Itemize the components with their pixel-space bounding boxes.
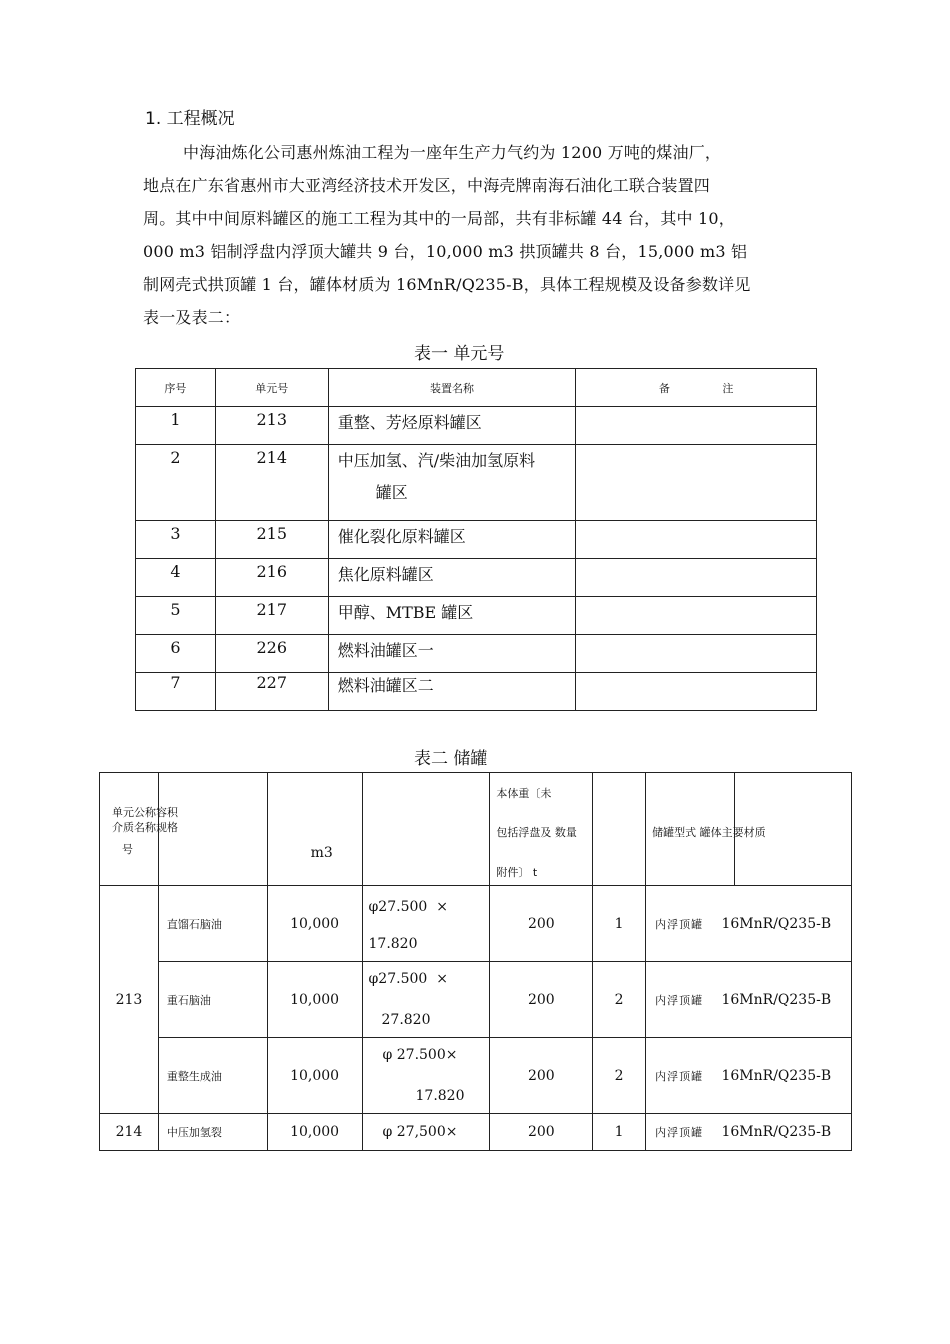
table2-cell-volume: 10,000 <box>267 962 362 1038</box>
table2-cell-weight: 200 <box>490 886 593 962</box>
table1-row <box>136 673 817 711</box>
table2-row <box>100 1038 852 1114</box>
table1-cell-unit: 217 <box>215 597 328 635</box>
table2-header-unit <box>100 773 178 886</box>
paragraph-line: 中海油炼化公司惠州炼油工程为一座年生产力气约为 1200 万吨的煤油厂， <box>183 143 722 162</box>
table1-cell-unit: 215 <box>215 521 328 559</box>
paragraph-line: 制网壳式拱顶罐 1 台，罐体材质为 16MnR/Q235-B，具体工程规模及设备参数详见 <box>143 275 751 294</box>
table1-name-text: 甲醇、MTBE 罐区 <box>337 603 474 622</box>
table2-cell-material: 16MnR/Q235-B <box>721 1038 838 1114</box>
header-type-material: 储罐型式 罐体主要材质 <box>652 826 766 839</box>
table1-cell-name <box>328 673 576 711</box>
table1-row <box>136 597 817 635</box>
table1-cell-unit: 226 <box>215 635 328 673</box>
table1-row <box>136 559 817 597</box>
table1-name-text: 焦化原料罐区 <box>337 565 434 584</box>
table2-cell-volume: 10,000 <box>267 1114 362 1151</box>
table1-cell-name <box>328 597 576 635</box>
table1-name-text-continued: 罐区 <box>375 483 408 502</box>
table2-cell-unit: 214 <box>100 1114 159 1151</box>
header-weight-line2: 包括浮盘及 数量 <box>496 826 577 839</box>
table1-cell-name <box>328 559 576 597</box>
table2-cell-type: 内浮顶罐 <box>646 1038 735 1114</box>
table1-cell-remark <box>576 559 817 597</box>
table1-cell-remark <box>576 445 817 521</box>
table1-cell-unit: 214 <box>215 445 328 521</box>
table1-caption: 表一 单元号 <box>414 344 505 364</box>
table2-cell-material: 16MnR/Q235-B <box>721 962 838 1038</box>
table1-cell-name <box>328 521 576 559</box>
table1-cell-no: 1 <box>136 407 216 445</box>
table2-cell-weight: 200 <box>490 962 593 1038</box>
table2-cell-qty: 2 <box>593 1038 646 1114</box>
table1-cell-unit: 216 <box>215 559 328 597</box>
paragraph-line: 表一及表二： <box>143 308 241 327</box>
table2-header-type <box>646 773 766 886</box>
table1-header-cell: 单元号 <box>215 369 328 407</box>
header-volume-unit: m3 <box>310 845 333 861</box>
table1-cell-name <box>328 445 576 521</box>
table1-row <box>136 635 817 673</box>
header-unit-medium-line2: 介质名称规格 <box>112 821 178 834</box>
table2 <box>99 772 852 1151</box>
table2-cell-medium: 重石脑油 <box>158 962 267 1038</box>
table2-cell-material: 16MnR/Q235-B <box>721 1114 838 1151</box>
paragraph-line: 周。其中中间原料罐区的施工工程为其中的一局部，共有非标罐 44 台，其中 10， <box>143 209 735 228</box>
table1-row <box>136 445 817 521</box>
table1-name-text: 燃料油罐区一 <box>337 641 434 660</box>
table2-cell-spec <box>362 886 490 962</box>
header-weight-line3: 附件〕 t <box>496 866 538 879</box>
table1-name-text: 催化裂化原料罐区 <box>337 527 466 546</box>
spec-line2: 17.820 <box>368 936 418 952</box>
paragraph-line: 000 m3 铝制浮盘内浮顶大罐共 9 台，10,000 m3 拱顶罐共 8 台，15,000 m3 铝 <box>143 242 748 261</box>
table1-cell-remark <box>576 673 817 711</box>
column-divider <box>592 773 593 886</box>
table2-header-weight <box>490 773 646 886</box>
table1-row <box>136 521 817 559</box>
table1 <box>135 368 817 711</box>
table2-cell-volume: 10,000 <box>267 886 362 962</box>
table1-cell-name <box>328 635 576 673</box>
table2-header-volume <box>267 773 362 886</box>
spec-line2: 27.820 <box>381 1012 431 1028</box>
table1-header-cell: 序号 <box>136 369 216 407</box>
table1-header-cell: 备 注 <box>576 369 817 407</box>
table2-cell-medium: 中压加氢裂 <box>158 1114 267 1151</box>
table1-cell-no: 3 <box>136 521 216 559</box>
table1-header-cell: 装置名称 <box>328 369 576 407</box>
table2-cell-type: 内浮顶罐 <box>646 886 735 962</box>
table2-cell-spec: φ 27,500× <box>362 1114 490 1151</box>
table2-cell-weight: 200 <box>490 1038 593 1114</box>
table1-cell-no: 4 <box>136 559 216 597</box>
table2-cell-spec <box>362 962 490 1038</box>
table2-caption: 表二 储罐 <box>414 749 488 769</box>
table2-cell-volume: 10,000 <box>267 1038 362 1114</box>
spec-line1: φ 27.500× <box>382 1047 458 1063</box>
header-unit-medium-line1: 单元公称容积 <box>112 806 178 819</box>
table2-header-spec <box>362 773 490 886</box>
table1-cell-remark <box>576 521 817 559</box>
table1-cell-remark <box>576 635 817 673</box>
table2-cell-qty: 1 <box>593 1114 646 1151</box>
table2-cell-qty: 1 <box>593 886 646 962</box>
table2-cell-unit: 213 <box>100 886 159 1114</box>
table1-cell-unit: 213 <box>215 407 328 445</box>
table2-cell-medium: 重整生成油 <box>158 1038 267 1114</box>
table2-cell-type: 内浮顶罐 <box>646 1114 735 1151</box>
table1-name-text: 中压加氢、汽/柴油加氢原料 <box>337 451 536 470</box>
paragraph-line: 地点在广东省惠州市大亚湾经济技术开发区，中海壳牌南海石油化工联合装置四 <box>143 176 711 195</box>
table1-cell-remark <box>576 407 817 445</box>
table2-row <box>100 962 852 1038</box>
table2-cell-qty: 2 <box>593 962 646 1038</box>
spec-line1: φ27.500 × <box>368 899 448 915</box>
table1-cell-no: 5 <box>136 597 216 635</box>
spec-line2: 17.820 <box>415 1088 465 1104</box>
table1-cell-no: 6 <box>136 635 216 673</box>
table2-header-row <box>100 773 852 886</box>
table1-header-row <box>136 369 817 407</box>
intro-paragraph <box>143 136 823 334</box>
table1-cell-no: 2 <box>136 445 216 521</box>
table2-row <box>100 1114 852 1151</box>
table2-cell-spec <box>362 1038 490 1114</box>
table1-cell-unit: 227 <box>215 673 328 711</box>
table1-cell-name <box>328 407 576 445</box>
header-weight-line1: 本体重〔未 <box>496 787 552 800</box>
table2-cell-material: 16MnR/Q235-B <box>721 886 838 962</box>
table2-cell-medium: 直馏石脑油 <box>158 886 267 962</box>
table1-cell-remark <box>576 597 817 635</box>
table2-cell-weight: 200 <box>490 1114 593 1151</box>
table1-row <box>136 407 817 445</box>
section-heading: 1. 工程概况 <box>145 109 235 129</box>
table1-name-text: 燃料油罐区二 <box>337 676 434 695</box>
table1-cell-no: 7 <box>136 673 216 711</box>
header-unit-medium-line3: 号 <box>122 843 133 856</box>
spec-line1: φ27.500 × <box>368 971 448 987</box>
table2-row <box>100 886 852 962</box>
table1-name-text: 重整、芳烃原料罐区 <box>337 413 482 432</box>
table2-cell-type: 内浮顶罐 <box>646 962 735 1038</box>
